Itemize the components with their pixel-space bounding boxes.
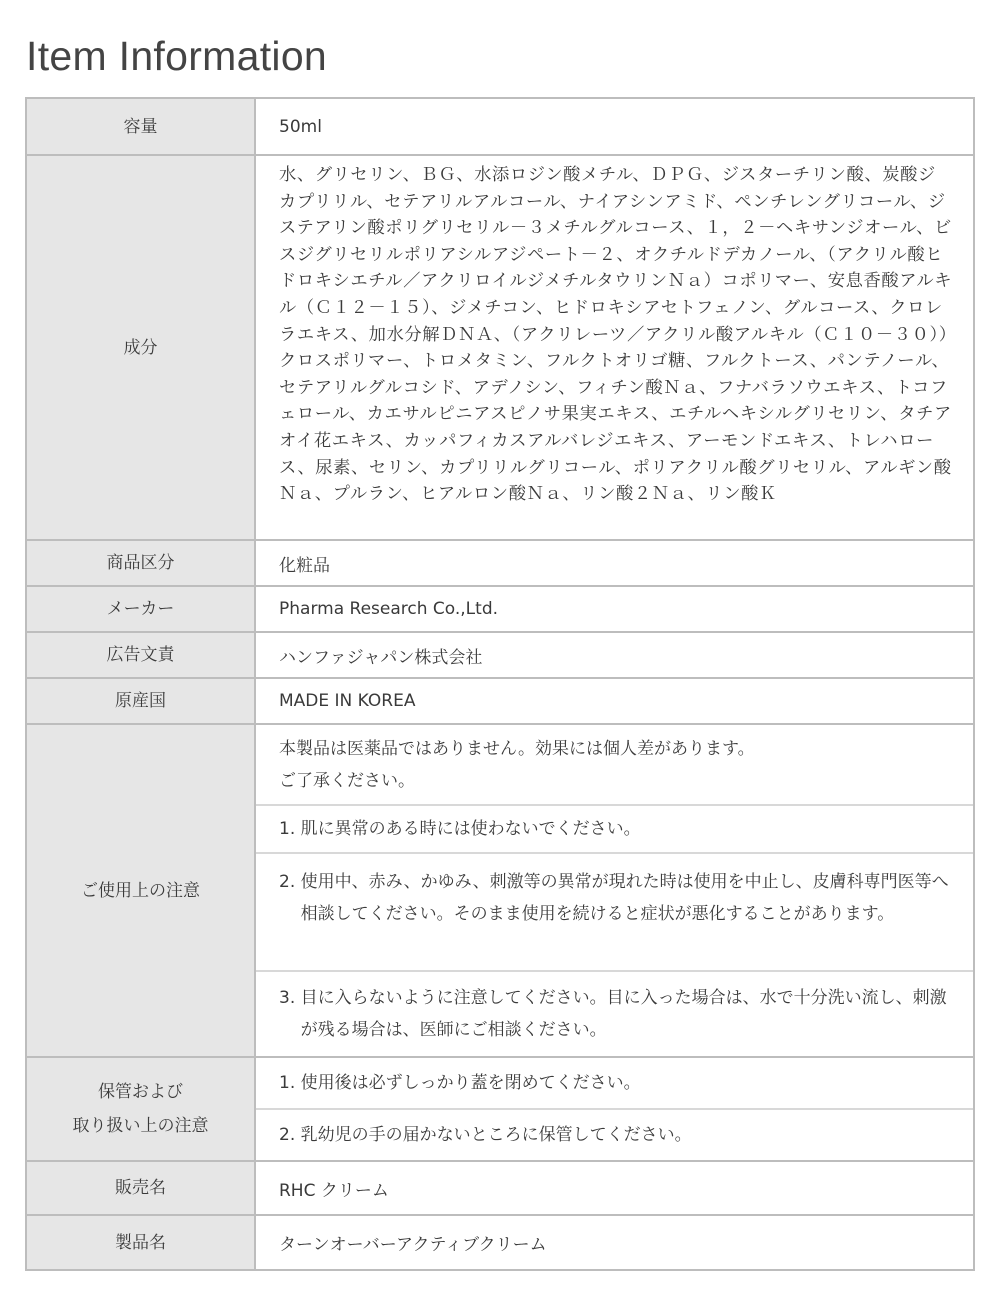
row-label: 販売名 — [27, 1162, 256, 1214]
table-row-storage-cautions — [27, 1056, 973, 1160]
table-row-product-category — [27, 539, 973, 585]
storage-item-text: 使用後は必ずしっかり蓋を閉めてください。 — [300, 1073, 641, 1093]
row-label: ご使用上の注意 — [27, 725, 256, 1056]
row-label: 原産国 — [27, 679, 256, 723]
table-row-product-name — [27, 1214, 973, 1269]
row-value: MADE IN KOREA — [279, 691, 416, 711]
caution-note-line: 本製品は医薬品ではありません。効果には個人差があります。 — [279, 738, 755, 759]
caution-item-number: 1. — [279, 819, 301, 840]
caution-item-number: 2. — [279, 872, 301, 893]
row-label: 広告文責 — [27, 633, 256, 677]
storage-cautions-list — [256, 1058, 973, 1160]
storage-item-text: 乳幼児の手の届かないところに保管してください。 — [300, 1125, 692, 1145]
caution-item-number: 3. — [279, 988, 301, 1009]
storage-item-number: 1. — [279, 1073, 301, 1093]
row-label — [27, 1058, 256, 1160]
caution-item-text: 肌に異常のある時には使わないでください。 — [300, 819, 641, 840]
ingredients-text: 水、グリセリン、ＢＧ、水添ロジン酸メチル、ＤＰＧ、ジスターチリン酸、炭酸ジカプリリル、セテアリルアルコール、ナイアシンアミド、ペンチレングリコール、ジステアリン酸ポリグリセリル－３メチルグルコース、１，２－ヘキサンジオール、ビスジグリセリルポリアシルアジペート－２、オクチルドデカノール、（アクリル酸ヒドロキシエチル／アクリロイルジメチルタウリンＮａ）コポリマー、安息香酸アルキル（Ｃ１２－１５）、ジメチコン、ヒドロキシアセトフェノン、グルコース、クロレラエキス、加水分解ＤＮＡ、（アクリレーツ／アクリル酸アルキル（Ｃ１０－３０））クロスポリマー、トロメタミン、フルクトオリゴ糖、フルクトース、パンテノール、セテアリルグルコシド、アデノシン、フィチン酸Ｎａ、フナバラソウエキス、トコフェロール、カエサルピニアスピノサ果実エキス、エチルヘキシルグリセリン、タチアオイ花エキス、カッパフィカスアルバレジエキス、アーモンドエキス、トレハロース、尿素、セリン、カプリリルグリコール、ポリアクリル酸グリセリル、アルギン酸Ｎａ、プルラン、ヒアルロン酸Ｎａ、リン酸２Ｎａ、リン酸Ｋ — [279, 165, 953, 505]
row-value: ターンオーバーアクティブクリーム — [279, 1235, 547, 1255]
row-label: 容量 — [27, 99, 256, 154]
storage-item — [256, 1058, 973, 1108]
row-label: 商品区分 — [27, 541, 256, 585]
row-label: 成分 — [27, 156, 256, 539]
row-value: Pharma Research Co.,Ltd. — [279, 599, 499, 619]
row-value: ハンファジャパン株式会社 — [279, 647, 483, 668]
storage-item — [256, 1108, 973, 1160]
storage-item-number: 2. — [279, 1125, 301, 1145]
caution-item — [256, 804, 973, 852]
usage-cautions-list — [256, 725, 973, 1056]
page-title: Item Information — [26, 33, 328, 79]
row-label: 製品名 — [27, 1216, 256, 1269]
caution-item — [256, 852, 973, 970]
caution-note-line: ご了承ください。 — [279, 770, 415, 791]
caution-item-text: 目に入らないように注意してください。目に入った場合は、水で十分洗い流し、刺激が残る場合は、医師にご相談ください。 — [300, 988, 947, 1041]
caution-item-text: 使用中、赤み、かゆみ、刺激等の異常が現れた時は使用を中止し、皮膚科専門医等へ相談してください。そのまま使用を続けると症状が悪化することがあります。 — [300, 872, 949, 925]
table-row-capacity — [27, 99, 973, 154]
table-row-ingredients — [27, 154, 973, 539]
table-row-maker — [27, 585, 973, 631]
row-value: 化粧品 — [279, 555, 330, 576]
row-value: RHC クリーム — [279, 1180, 389, 1201]
table-row-country-of-origin — [27, 677, 973, 723]
table-row-usage-cautions — [27, 723, 973, 1056]
caution-note — [256, 725, 973, 804]
table-row-advertiser — [27, 631, 973, 677]
row-value: 50ml — [279, 116, 322, 137]
row-label-line: 保管および — [98, 1082, 183, 1102]
table-row-sales-name — [27, 1160, 973, 1214]
caution-item — [256, 970, 973, 1056]
row-label: メーカー — [27, 587, 256, 631]
item-information-table — [25, 97, 975, 1271]
row-label-line: 取り扱い上の注意 — [72, 1116, 209, 1136]
